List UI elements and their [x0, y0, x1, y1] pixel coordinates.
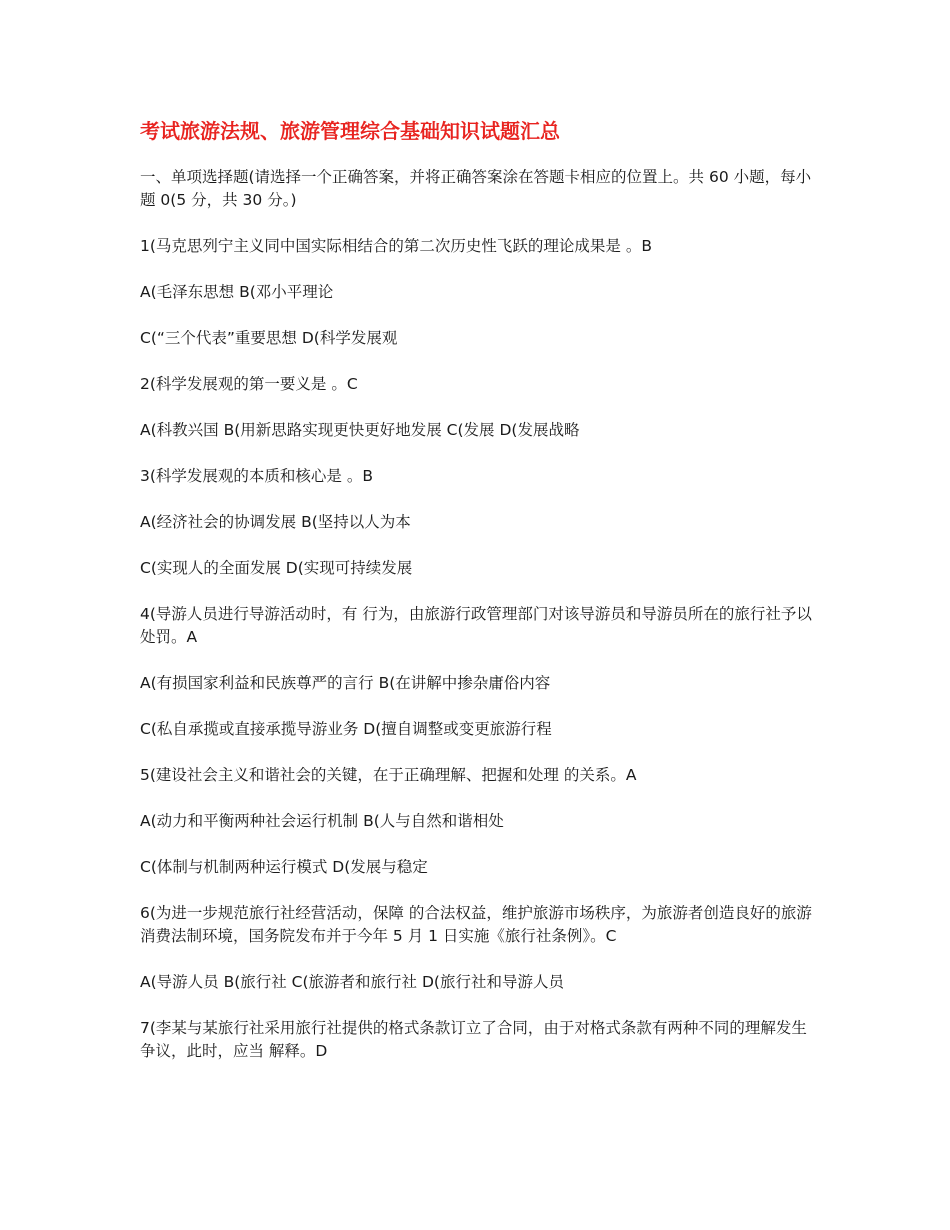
question-3-options-ab: A(经济社会的协调发展 B(坚持以人为本	[140, 513, 411, 531]
question-7: 7(李某与某旅行社采用旅行社提供的格式条款订立了合同，由于对格式条款有两种不同的理解发生争议，此时，应当 解释。D	[140, 1019, 807, 1060]
question-1-options-cd: C(“三个代表”重要思想 D(科学发展观	[140, 329, 398, 347]
document-page	[140, 116, 812, 1086]
question-4-options-ab: A(有损国家利益和民族尊严的言行 B(在讲解中掺杂庸俗内容	[140, 674, 551, 692]
question-2: 2(科学发展观的第一要义是 。C	[140, 375, 358, 393]
question-3-options-cd: C(实现人的全面发展 D(实现可持续发展	[140, 559, 413, 577]
question-5: 5(建设社会主义和谐社会的关键，在于正确理解、把握和处理 的关系。A	[140, 766, 637, 784]
question-4-options-cd: C(私自承揽或直接承揽导游业务 D(擅自调整或变更旅游行程	[140, 720, 552, 738]
question-5-options-cd: C(体制与机制两种运行模式 D(发展与稳定	[140, 858, 428, 876]
document-title: 考试旅游法规、旅游管理综合基础知识试题汇总	[140, 119, 560, 143]
question-4: 4(导游人员进行导游活动时，有 行为，由旅游行政管理部门对该导游员和导游员所在的旅行社予以处罚。A	[140, 605, 812, 646]
question-5-options-ab: A(动力和平衡两种社会运行机制 B(人与自然和谐相处	[140, 812, 504, 830]
question-1-options-ab: A(毛泽东思想 B(邓小平理论	[140, 283, 334, 301]
question-6-options: A(导游人员 B(旅行社 C(旅游者和旅行社 D(旅行社和导游人员	[140, 973, 564, 991]
question-1: 1(马克思列宁主义同中国实际相结合的第二次历史性飞跃的理论成果是 。B	[140, 237, 652, 255]
question-3: 3(科学发展观的本质和核心是 。B	[140, 467, 373, 485]
question-6: 6(为进一步规范旅行社经营活动，保障 的合法权益，维护旅游市场秩序，为旅游者创造良好的旅游消费法制环境，国务院发布并于今年 5 月 1 日实施《旅行社条例》。C	[140, 904, 812, 945]
question-2-options: A(科教兴国 B(用新思路实现更快更好地发展 C(发展 D(发展战略	[140, 421, 580, 439]
section-instructions: 一、单项选择题(请选择一个正确答案，并将正确答案涂在答题卡相应的位置上。共 60 小题，每小题 0(5 分，共 30 分。)	[140, 168, 812, 209]
